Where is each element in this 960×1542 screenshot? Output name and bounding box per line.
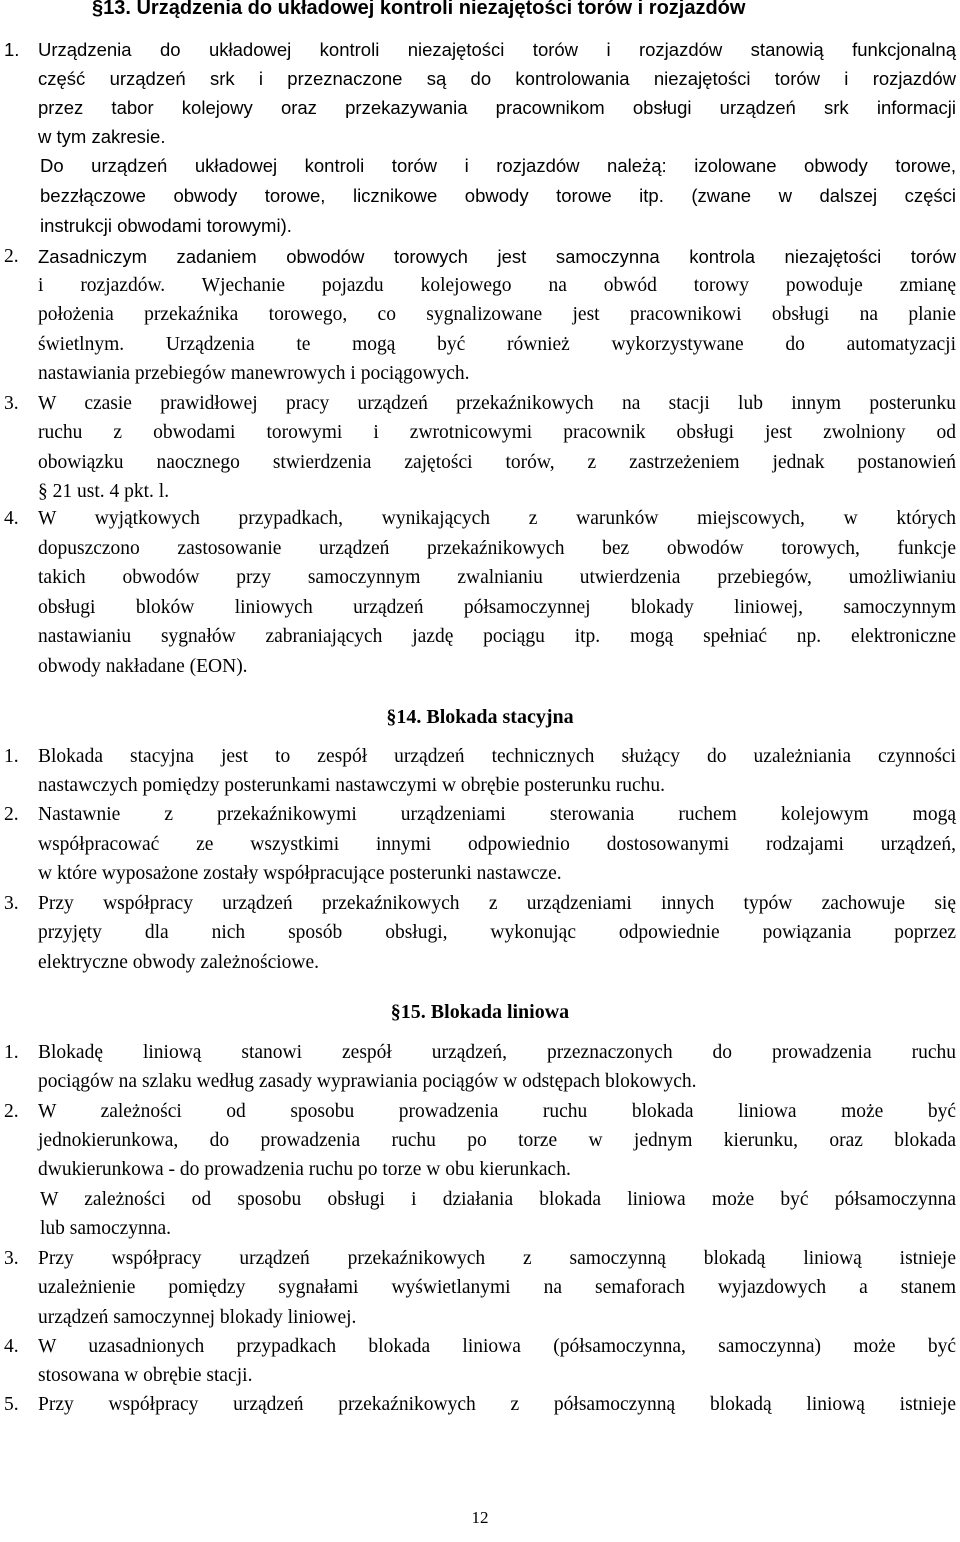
s14-p3-number: 3. (4, 893, 19, 914)
s15-p4-number: 4. (4, 1336, 19, 1357)
s15-p3-line-1: Przy współpracy urządzeń przekaźnikowych z samoczynną blokadą liniową istnieje (38, 1248, 956, 1269)
s13-p2-number: 2. (4, 246, 19, 267)
s13-p4-line-5: nastawianiu sygnałów zabraniających jazdę pociągu itp. mogą spełniać np. elektroniczne (38, 626, 956, 647)
s15-p2-line-3: dwukierunkowa - do prowadzenia ruchu po torze w obu kierunkach. (38, 1159, 571, 1180)
s14-p1-line-1: Blokada stacyjna jest to zespół urządzeń technicznych służący do uzależniania czynności (38, 746, 956, 767)
s13-p1-sub-line-1: Do urządzeń układowej kontroli torów i rozjazdów należą: izolowane obwody torowe, (40, 155, 956, 176)
s13-p1-line-3: przez tabor kolejowy oraz przekazywania pracownikom obsługi urządzeń srk informacji (38, 97, 956, 118)
s14-p2-line-1: Nastawnie z przekaźnikowymi urządzeniami sterowania ruchem kolejowym mogą (38, 804, 956, 825)
s15-p4-line-1: W uzasadnionych przypadkach blokada liniowa (półsamoczynna, samoczynna) może być (38, 1336, 956, 1357)
s14-p3-line-3: elektryczne obwody zależnościowe. (38, 952, 319, 973)
s13-p3-line-4: § 21 ust. 4 pkt. l. (38, 481, 170, 502)
s13-p1-sub-line-2: bezzłączowe obwody torowe, licznikowe obwody torowe itp. (zwane w dalszej części (40, 185, 956, 206)
s13-p4-line-1: W wyjątkowych przypadkach, wynikających z warunków miejscowych, w których (38, 508, 956, 529)
s13-p4-line-2: dopuszczono zastosowanie urządzeń przekaźnikowych bez obwodów torowych, funkcje (38, 538, 956, 559)
s13-p4-line-4: obsługi bloków liniowych urządzeń półsamoczynnej blokady liniowej, samoczynnym (38, 597, 956, 618)
section-13-title: §13. Urządzenia do układowej kontroli niezajętości torów i rozjazdów (92, 0, 746, 19)
s13-p3-line-3: obowiązku naocznego stwierdzenia zajętości torów, z zastrzeżeniem jednak postanowień (38, 452, 956, 473)
section-14-title: §14. Blokada stacyjna (386, 706, 574, 728)
s13-p3-line-2: ruchu z obwodami torowymi i zwrotnicowymi pracownik obsługi jest zwolniony od (38, 422, 956, 443)
s15-p1-line-2: pociągów na szlaku według zasady wyprawiania pociągów w odstępach blokowych. (38, 1071, 697, 1092)
s15-p3-line-3: urządzeń samoczynnej blokady liniowej. (38, 1307, 357, 1328)
s15-p2-sub-line-2: lub samoczynna. (40, 1218, 172, 1239)
s13-p1-line-2: część urządzeń srk i przeznaczone są do kontrolowania niezajętości torów i rozjazdów (38, 68, 956, 89)
s13-p2-line-4: świetlnym. Urządzenia te mogą być również wykorzystywane do automatyzacji (38, 334, 956, 355)
s15-p5-number: 5. (4, 1394, 19, 1415)
s15-p2-number: 2. (4, 1101, 19, 1122)
s15-p4-line-2: stosowana w obrębie stacji. (38, 1365, 253, 1386)
s13-p1-line-1: Urządzenia do układowej kontroli niezajętości torów i rozjazdów stanowią funkcjonalną (38, 39, 956, 60)
s13-p1-number: 1. (4, 39, 20, 60)
s15-p2-line-2: jednokierunkowa, do prowadzenia ruchu po torze w jednym kierunku, oraz blokada (38, 1130, 956, 1151)
s15-p1-line-1: Blokadę liniową stanowi zespół urządzeń, przeznaczonych do prowadzenia ruchu (38, 1042, 956, 1063)
s15-p3-number: 3. (4, 1248, 19, 1269)
s14-p2-line-2: współpracować ze wszystkimi innymi odpowiednio dostosowanymi rodzajami urządzeń, (38, 834, 956, 855)
s13-p2-line-1: Zasadniczym zadaniem obwodów torowych jest samoczynna kontrola niezajętości torów (38, 246, 956, 267)
s13-p3-number: 3. (4, 393, 19, 414)
s15-p1-number: 1. (4, 1042, 19, 1063)
s13-p4-number: 4. (4, 508, 19, 529)
section-15-title: §15. Blokada liniowa (390, 1001, 570, 1023)
s14-p3-line-1: Przy współpracy urządzeń przekaźnikowych z urządzeniami innych typów zachowuje się (38, 893, 956, 914)
s15-p3-line-2: uzależnienie pomiędzy sygnałami wyświetlanymi na semaforach wyjazdowych a stanem (38, 1277, 956, 1298)
s13-p2-line-2: i rozjazdów. Wjechanie pojazdu kolejowego na obwód torowy powoduje zmianę (38, 275, 956, 296)
s14-p2-line-3: w które wyposażone zostały współpracujące posterunki nastawcze. (38, 863, 562, 884)
s15-p2-line-1: W zależności od sposobu prowadzenia ruchu blokada liniowa może być (38, 1101, 956, 1122)
s14-p1-number: 1. (4, 746, 19, 767)
page-number: 12 (471, 1508, 489, 1527)
s13-p4-line-3: takich obwodów przy samoczynnym zwalnianiu utwierdzenia przebiegów, umożliwianiu (38, 567, 956, 588)
s13-p3-line-1: W czasie prawidłowej pracy urządzeń przekaźnikowych na stacji lub innym posterunku (38, 393, 956, 414)
s13-p4-line-6: obwody nakładane (EON). (38, 656, 248, 677)
s13-p2-line-5: nastawiania przebiegów manewrowych i pociągowych. (38, 363, 470, 384)
s13-p1-sub-line-3: instrukcji obwodami torowymi). (40, 215, 292, 236)
s15-p2-sub-line-1: W zależności od sposobu obsługi i działania blokada liniowa może być półsamoczynna (40, 1189, 956, 1210)
s13-p1-line-4: w tym zakresie. (38, 126, 166, 147)
s14-p3-line-2: przyjęty dla nich sposób obsługi, wykonując odpowiednie powiązania poprzez (38, 922, 956, 943)
s14-p1-line-2: nastawczych pomiędzy posterunkami nastawczymi w obrębie posterunku ruchu. (38, 775, 666, 796)
s13-p2-line-3: położenia przekaźnika torowego, co sygnalizowane jest pracownikowi obsługi na planie (38, 304, 956, 325)
s15-p5-line-1: Przy współpracy urządzeń przekaźnikowych z półsamoczynną blokadą liniową istnieje (38, 1394, 956, 1415)
s14-p2-number: 2. (4, 804, 19, 825)
